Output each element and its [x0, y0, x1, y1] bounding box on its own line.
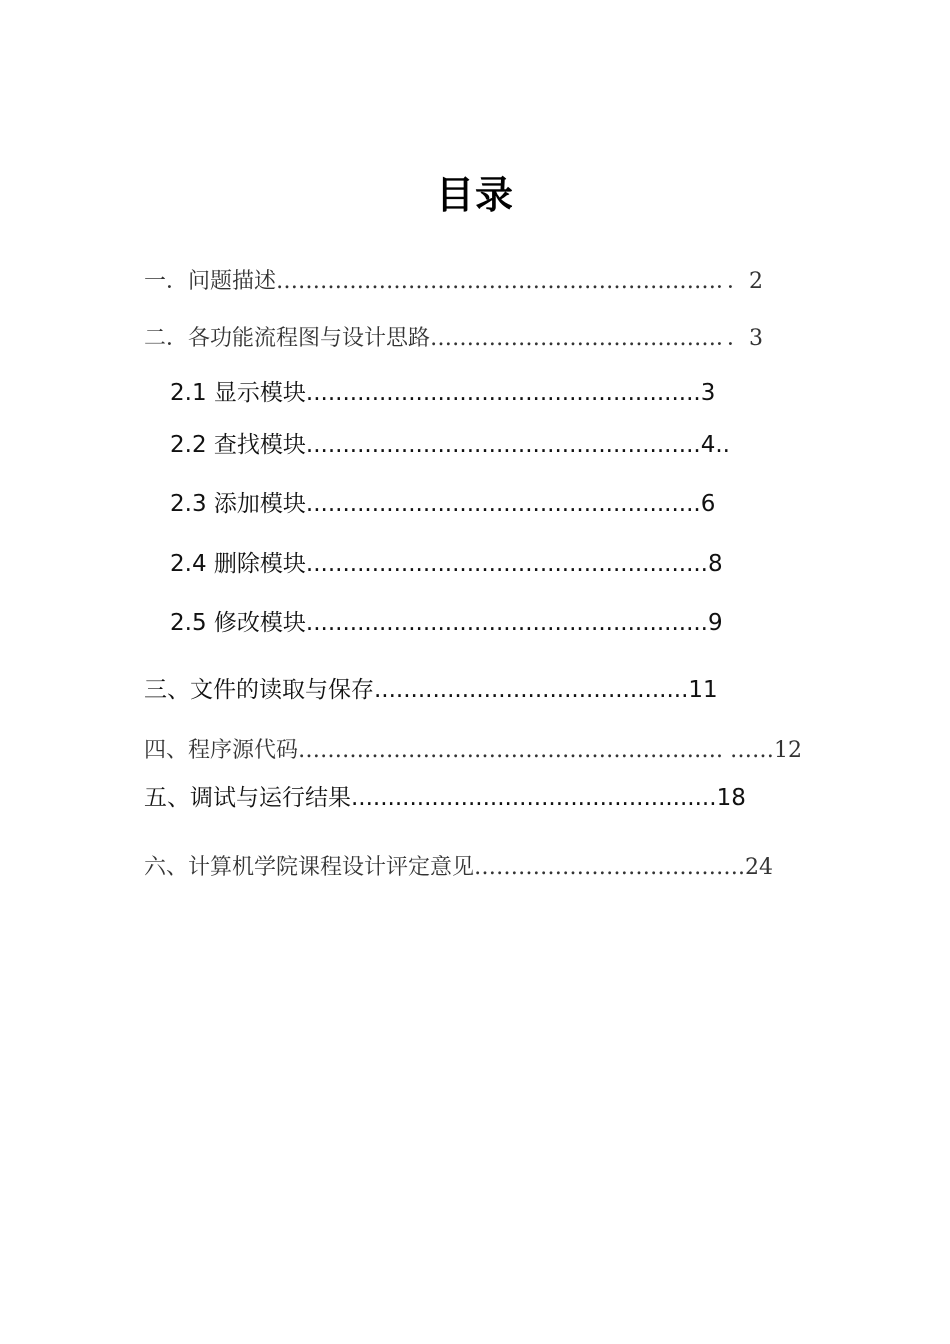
- toc-entry-text: 一．问题描述: [144, 269, 277, 294]
- toc-entry-leader: …………………………………………………. ……: [298, 738, 775, 763]
- toc-entry-text: 三、文件的读取与保存: [144, 677, 374, 703]
- toc-entry: [170, 545, 723, 578]
- toc-entry-leader: ......................................................: [305, 432, 701, 458]
- toc-entry-text: 2.5 修改模块: [170, 610, 306, 636]
- toc-entry-leader: …………………………………: [430, 326, 717, 351]
- toc-entry: [144, 733, 802, 764]
- toc-entry-text: 四、程序源代码: [144, 738, 299, 763]
- toc-entry-leader: ………………………………: [474, 855, 739, 880]
- toc-entry-page: 11: [688, 677, 718, 703]
- toc-entry: [144, 264, 763, 295]
- toc-entry-text: 2.1 显示模块: [170, 380, 306, 406]
- toc-entry: [170, 604, 723, 637]
- toc-entry-text: 2.4 删除模块: [170, 551, 306, 577]
- toc-entry-page: 9: [708, 610, 723, 636]
- toc-entry: [144, 321, 763, 352]
- toc-entry-page: 12: [774, 738, 803, 763]
- toc-entry: [144, 671, 718, 704]
- toc-entry-leader: ……………………………………………………: [276, 269, 717, 294]
- toc-entry: [144, 779, 746, 812]
- toc-entry-leader: .......................................................: [305, 610, 708, 636]
- toc-entry-page: 6: [700, 491, 716, 517]
- toc-entry-page: ．．2: [716, 269, 764, 294]
- toc-entry: [170, 374, 715, 407]
- toc-entry-text: 2.3 添加模块: [170, 491, 306, 517]
- toc-entry-page: .24: [738, 855, 774, 880]
- toc-entry-leader: .......................................................: [305, 551, 708, 577]
- toc-entry-text: 五、调试与运行结果: [144, 785, 351, 811]
- toc-entry-page: 18: [716, 785, 746, 811]
- toc-entry-leader: ......................................................: [305, 491, 701, 517]
- toc-entry-page: 8: [708, 551, 723, 577]
- toc-entry-leader: ......................................................: [305, 380, 701, 406]
- toc-entry-page: 3: [700, 380, 716, 406]
- toc-entry: [170, 426, 730, 459]
- toc-entry-text: 六、计算机学院课程设计评定意见: [144, 855, 475, 880]
- toc-entry: [144, 850, 773, 881]
- toc-entry-text: 二．各功能流程图与设计思路: [144, 326, 431, 351]
- toc-entry-leader: ..................................................: [351, 785, 717, 811]
- toc-entry-page: 4..: [700, 432, 730, 458]
- toc-entry: [170, 485, 715, 518]
- toc-title: 目录: [435, 173, 514, 217]
- toc-entry-text: 2.2 查找模块: [170, 432, 306, 458]
- toc-entry-leader: ...........................................: [374, 677, 689, 703]
- toc-entry-page: ．．3: [716, 326, 764, 351]
